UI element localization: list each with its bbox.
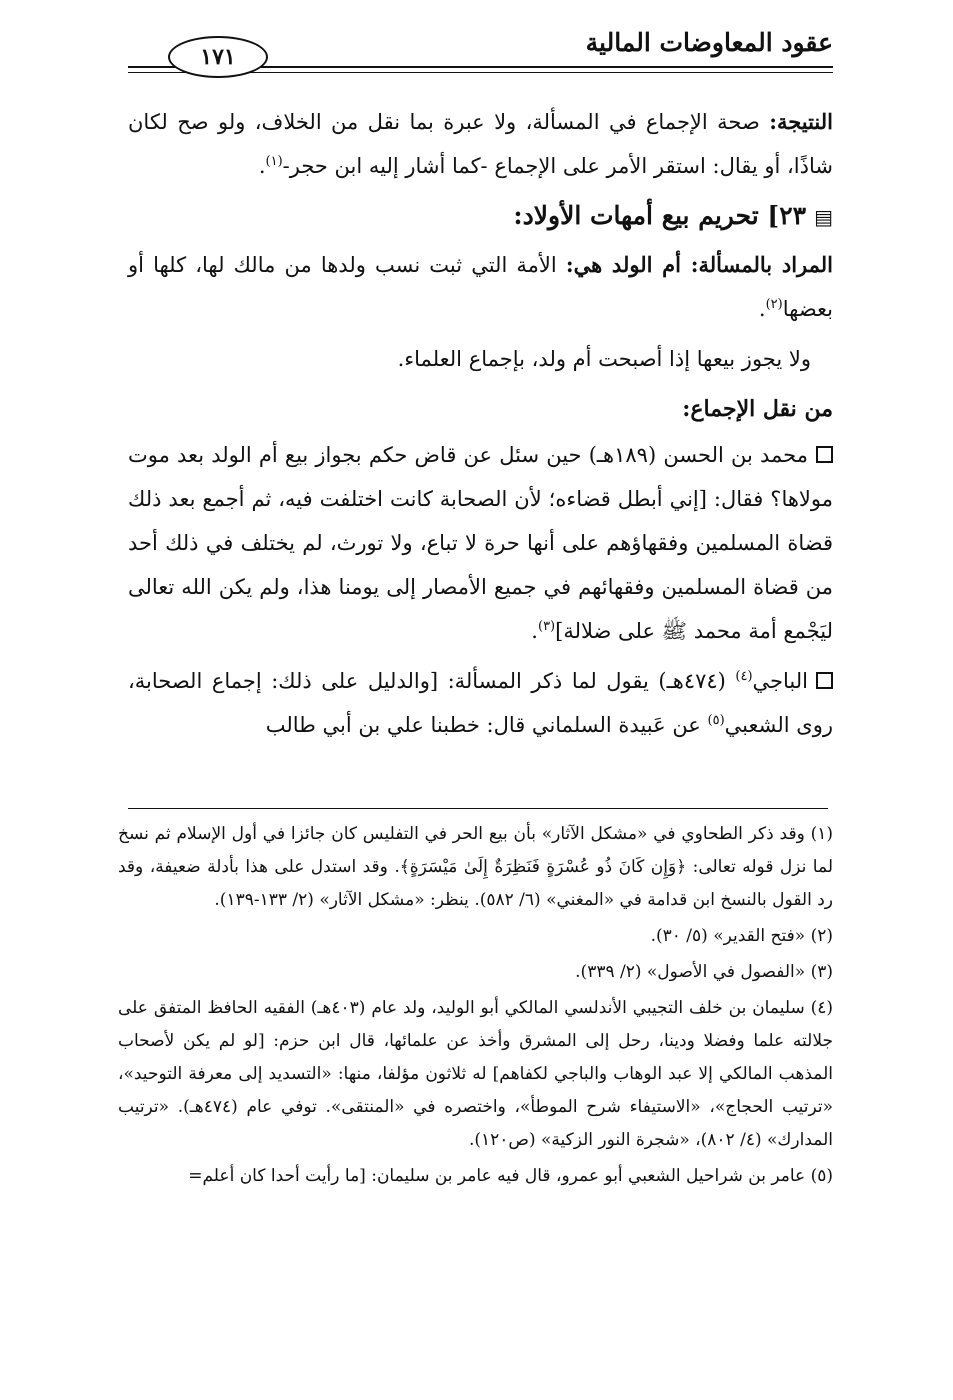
definition-text: الأمة التي ثبت نسب ولدها من مالك لها، كلها أو بعضها [128, 253, 833, 321]
quote-text-baji: (٤٧٤هـ) يقول لما ذكر المسألة: [والدليل على ذلك: إجماع الصحابة، روى الشعبي [128, 669, 833, 737]
footnote-5: (٥) عامر بن شراحيل الشعبي أبو عمرو، قال فيه عامر بن سليمان: [ما رأيت أحدا كان أعلم= [188, 1166, 833, 1186]
quote-text-baji-cont: عن عَبيدة السلماني قال: خطبنا علي بن أبي طالب [265, 713, 708, 737]
quote-text-shaybani: محمد بن الحسن (١٨٩هـ) حين سئل عن قاض حكم بجواز بيع أم الولد بعد موت مولاها؟ فقال: [إني أبطل قضاءه؛ لأن الصحابة كانت اختلفت فيه، ثم أجمع بعد ذلك قضاة المسلمين وفقهاؤهم على أنها حرة لا تباع، ولا تورث، لم يختلف في ذلك أحد من قضاة المسلمين وفقهائهم في جميع الأمصار إلى يومنا هذا، ولم يكن الله تعالى ليَجْمع أمة محمد ﷺ على ضلالة] [128, 443, 833, 643]
quote-paragraph-baji [128, 659, 833, 747]
footnote-ref-4[interactable]: (٤) [735, 669, 753, 684]
section-heading-text: ٢٣] تحريم بيع أمهات الأولاد: [513, 201, 807, 230]
page-number-badge [168, 36, 268, 78]
footnote-ref-5[interactable]: (٥) [707, 713, 725, 728]
consensus-sources-heading: من نقل الإجماع: [682, 396, 833, 422]
section-heading [128, 194, 833, 239]
result-paragraph: النتيجة: صحة الإجماع في المسألة، ولا عبرة بما نقل من الخلاف، ولو صح لكان شاذًا، أو يقال: استقر الأمر على الإجماع -كما أشار إليه ابن حجر-$^{(١)}$. [128, 109, 833, 178]
footnote-separator [128, 808, 828, 809]
square-bullet-icon [816, 672, 833, 689]
result-text: صحة الإجماع في المسألة، ولا عبرة بما نقل من الخلاف، ولو صح لكان شاذًا، أو يقال: استقر الأمر على الإجماع -كما أشار إليه ابن حجر- [128, 110, 833, 178]
footnote-ref-2[interactable]: (٢) [765, 297, 783, 312]
footnotes [118, 818, 833, 1196]
definition-label: المراد بالمسألة: أم الولد هي: [565, 252, 833, 277]
page-header [128, 22, 833, 72]
main-text [128, 100, 833, 753]
ruling-paragraph [128, 337, 833, 381]
footnote-ref-1[interactable]: (١) [265, 154, 283, 169]
result-label: النتيجة: [769, 109, 833, 134]
footnote-4: (٤) سليمان بن خلف التجيبي الأندلسي المالكي أبو الوليد، ولد عام (٤٠٣هـ) الفقيه الحافظ المتفق على جلالته علما وفضلا ودينا، رحل إلى المشرق وأخذ عن علمائها، قال ابن حزم: [لو لم يكن لأصحاب المذهب المالكي إلا عبد الوهاب والباجي لكفاهم] له ثلاثون مؤلفا، منها: «التسديد إلى معرفة التوحيد»، «ترتيب الحجاج»، «الاستيفاء شرح الموطأ»، واختصره في «المنتقى». توفي عام (٤٧٤هـ). «ترتيب المدارك» (٤/ ٨٠٢)، «شجرة النور الزكية» (ص١٢٠). [118, 998, 834, 1150]
footnote-3: (٣) «الفصول في الأصول» (٢/ ٣٣٩). [575, 962, 833, 982]
quote-paragraph-shaybani: محمد بن الحسن (١٨٩هـ) حين سئل عن قاض حكم بجواز بيع أم الولد بعد موت مولاها؟ فقال: [إني أبطل قضاءه؛ لأن الصحابة كانت اختلفت فيه، ثم أجمع بعد ذلك قضاة المسلمين وفقهاؤهم على أنها حرة لا تباع، ولا تورث، لم يختلف في ذلك أحد من قضاة المسلمين وفقهائهم في جميع الأمصار إلى يومنا هذا، ولم يكن الله تعالى ليَجْمع أمة محمد ﷺ على ضلالة]$^{(٣)}$. [128, 443, 833, 643]
definition-paragraph: المراد بالمسألة: أم الولد هي: الأمة التي ثبت نسب ولدها من مالك لها، كلها أو بعضها$^{(٢)}$. [128, 252, 833, 321]
footnote-1: (١) وقد ذكر الطحاوي في «مشكل الآثار» بأن بيع الحر في التفليس كان جائزا في أول الإسلام ثم نسخ لما نزل قوله تعالى: ﴿وَإِن كَانَ ذُو عُسْرَةٍ فَنَظِرَةٌ إِلَىٰ مَيْسَرَةٍ﴾. وقد استدل على هذا بأدلة ضعيفة، وقد رد القول بالنسخ ابن قدامة في «المغني» (٦/ ٥٨٢). ينظر: «مشكل الآثار» (٢/ ١٣٣-١٣٩). [118, 824, 833, 910]
square-bullet-icon [816, 446, 833, 463]
ruling-text: ولا يجوز بيعها إذا أصبحت أم ولد، بإجماع العلماء. [397, 347, 811, 371]
document-icon: ▤ [814, 205, 833, 229]
footnote-ref-3[interactable]: (٣) [537, 619, 556, 634]
book-title: عقود المعاوضات المالية [585, 28, 833, 57]
baji-name: الباجي [752, 669, 808, 693]
footnote-2: (٢) «فتح القدير» (٥/ ٣٠). [650, 926, 833, 946]
page-number: ١٧١ [200, 44, 236, 70]
